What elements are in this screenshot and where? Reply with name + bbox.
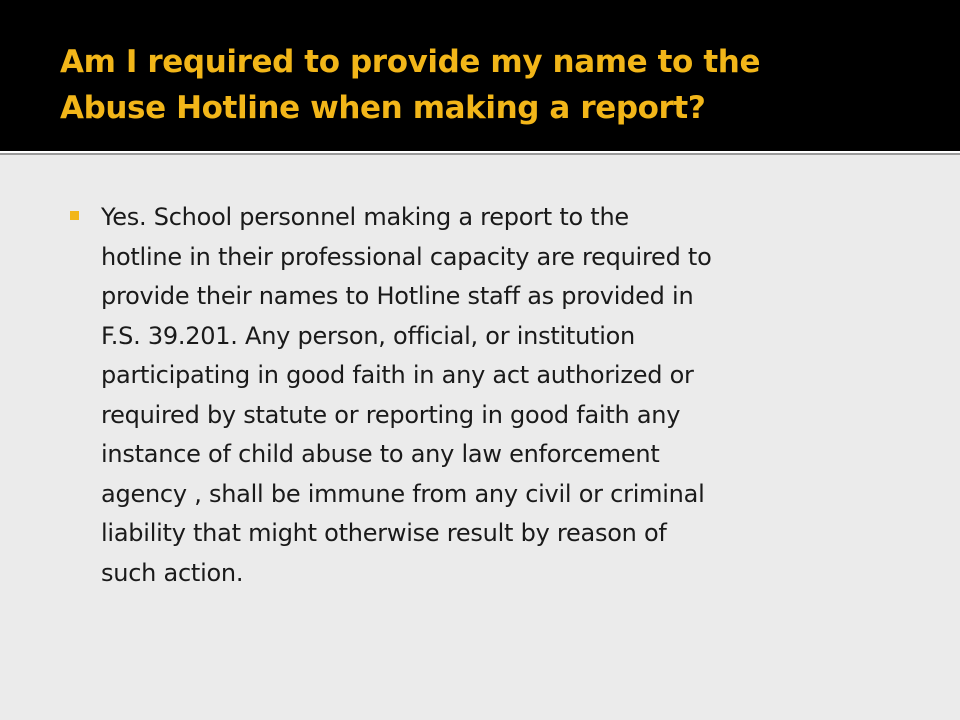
bullet-line: required by statute or reporting in good faith any bbox=[101, 400, 681, 429]
bullet-line: provide their names to Hotline staff as provided in bbox=[101, 282, 694, 310]
bullet-line: agency , shall be immune from any civil or criminal bbox=[101, 479, 705, 508]
slide-title-line-1: Am I required to provide my name to the bbox=[60, 44, 761, 80]
slide-title bbox=[60, 39, 940, 131]
bullet-line: liability that might otherwise result by reason of bbox=[101, 519, 667, 547]
bullet-line: Yes. School personnel making a report to the bbox=[101, 203, 629, 231]
bullet-line: participating in good faith in any act authorized or bbox=[101, 361, 694, 389]
slide-content bbox=[70, 198, 910, 593]
square-bullet-icon bbox=[70, 211, 79, 220]
bullet-line: instance of child abuse to any law enforcement bbox=[101, 440, 660, 468]
title-divider-line bbox=[0, 153, 960, 155]
bullet-line: F.S. 39.201. Any person, official, or institution bbox=[101, 321, 636, 350]
bullet-text bbox=[101, 198, 910, 593]
slide-title-line-2: Abuse Hotline when making a report? bbox=[60, 90, 706, 126]
title-bar bbox=[0, 0, 960, 151]
bullet-line: such action. bbox=[101, 558, 244, 587]
bullet-line: hotline in their professional capacity are required to bbox=[101, 242, 712, 271]
bullet-item bbox=[70, 198, 910, 593]
